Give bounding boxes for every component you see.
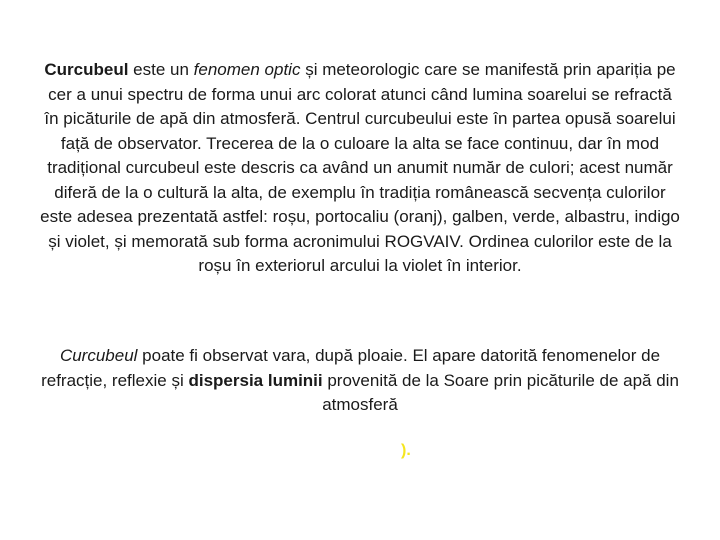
- term-fenomen-optic: fenomen optic: [193, 60, 301, 79]
- paragraph2-text-a: poate fi observat vara, după ploaie. El apare datorită fenomenelor de refracție, reflexie și: [41, 346, 661, 390]
- paragraph1-text-b: și meteorologic care se manifestă prin apariția pe cer a unui spectru de forma unui arc colorat atunci când lumina soarelui se refractă în picăturile de apă din atmosferă. Centrul curcubeului este în partea opusă soarelui față de observator. Trecerea de la o culoare la alta se face continuu, dar în mod tradițional curcubeul este descris ca având un anumit număr de culori; acest număr diferă de la o cultură la alta, de exemplu în tradiția românească secvența culorilor este adesea prezentată astfel: roșu, portocaliu (oranj), galben, verde, albastru, indigo și violet, și memorată sub forma acronimului ROGVAIV. Ordinea culorilor este de la roșu în exteriorul arcului la violet în interior.: [40, 60, 680, 275]
- paragraph-observation: [40, 344, 680, 418]
- term-curcubeul-bold: Curcubeul: [44, 60, 129, 79]
- trailing-mark: ).: [401, 442, 411, 459]
- paragraph-definition: [40, 58, 680, 279]
- paragraph2-text-b: provenită de la Soare prin picăturile de apă din atmosferă: [322, 370, 679, 414]
- term-dispersia-luminii: dispersia luminii: [188, 370, 323, 390]
- term-curcubeul-italic: Curcubeul: [59, 346, 138, 365]
- paragraph1-text-a: este un: [128, 60, 194, 79]
